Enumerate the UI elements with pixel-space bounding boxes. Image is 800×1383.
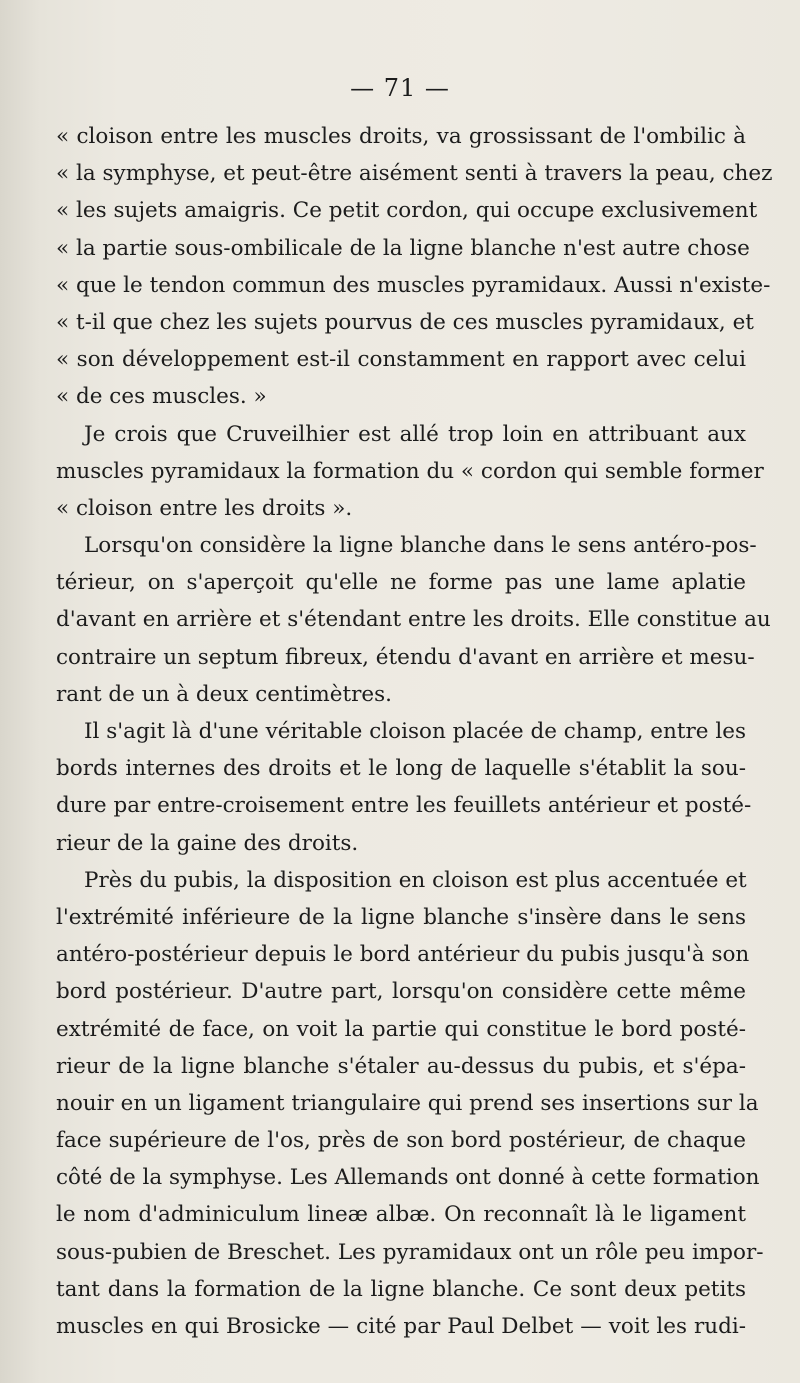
text-line: extrémité de face, on voit la partie qui constitue le bord posté- (56, 1016, 746, 1042)
text-line: « t-il que chez les sujets pourvus de ces muscles pyramidaux, et (56, 309, 754, 335)
text-line: le nom d'adminiculum lineæ albæ. On reconnaît là le ligament (56, 1202, 746, 1228)
text-line: rieur de la gaine des droits. (56, 830, 359, 856)
text-line: tant dans la formation de la ligne blanche. Ce sont deux petits (56, 1276, 746, 1302)
text-line: sous-pubien de Breschet. Les pyramidaux ont un rôle peu impor- (56, 1239, 764, 1265)
text-line: l'extrémité inférieure de la ligne blanche s'insère dans le sens (56, 904, 746, 930)
body-text (56, 118, 773, 1345)
text-line: muscles en qui Brosicke — cité par Paul Delbet — voit les rudi- (56, 1314, 746, 1339)
text-line: rant de un à deux centimètres. (56, 681, 392, 707)
text-line: « son développement est-il constamment en rapport avec celui (56, 347, 746, 373)
text-line: « de ces muscles. » (56, 384, 267, 410)
text-line: « les sujets amaigris. Ce petit cordon, qui occupe exclusivement (56, 198, 758, 224)
text-line: côté de la symphyse. Les Allemands ont donné à cette formation (56, 1165, 760, 1191)
text-line: muscles pyramidaux la formation du « cordon qui semble former (56, 458, 764, 484)
text-line: Lorsqu'on considère la ligne blanche dans le sens antéro-pos- (84, 533, 757, 559)
text-line: Près du pubis, la disposition en cloison est plus accentuée et (84, 867, 747, 893)
text-line: dure par entre-croisement entre les feuillets antérieur et posté- (56, 793, 752, 819)
text-line: « cloison entre les muscles droits, va grossissant de l'ombilic à (56, 124, 746, 149)
text-line: Je crois que Cruveilhier est allé trop loin en attribuant aux (84, 421, 746, 447)
text-line: bord postérieur. D'autre part, lorsqu'on considère cette même (56, 979, 746, 1005)
text-line: d'avant en arrière et s'étendant entre les droits. Elle constitue au (56, 607, 771, 633)
text-line: « la symphyse, et peut-être aisément senti à travers la peau, chez (56, 161, 773, 187)
text-line: contraire un septum fibreux, étendu d'avant en arrière et mesu- (56, 644, 755, 670)
text-line: rieur de la ligne blanche s'étaler au-dessus du pubis, et s'épa- (56, 1053, 746, 1079)
text-line: térieur, on s'aperçoit qu'elle ne forme pas une lame aplatie (56, 570, 746, 596)
text-line: bords internes des droits et le long de laquelle s'établit la sou- (56, 756, 746, 782)
text-line: « cloison entre les droits ». (56, 495, 353, 521)
page-number: — 71 — (350, 74, 450, 102)
text-line: nouir en un ligament triangulaire qui prend ses insertions sur la (56, 1090, 759, 1116)
text-line: antéro-postérieur depuis le bord antérieur du pubis jusqu'à son (56, 942, 750, 968)
text-line: Il s'agit là d'une véritable cloison placée de champ, entre les (84, 719, 746, 744)
text-line: face supérieure de l'os, près de son bord postérieur, de chaque (56, 1128, 746, 1154)
text-line: « la partie sous-ombilicale de la ligne blanche n'est autre chose (56, 235, 750, 261)
text-line: « que le tendon commun des muscles pyramidaux. Aussi n'existe- (56, 272, 771, 298)
